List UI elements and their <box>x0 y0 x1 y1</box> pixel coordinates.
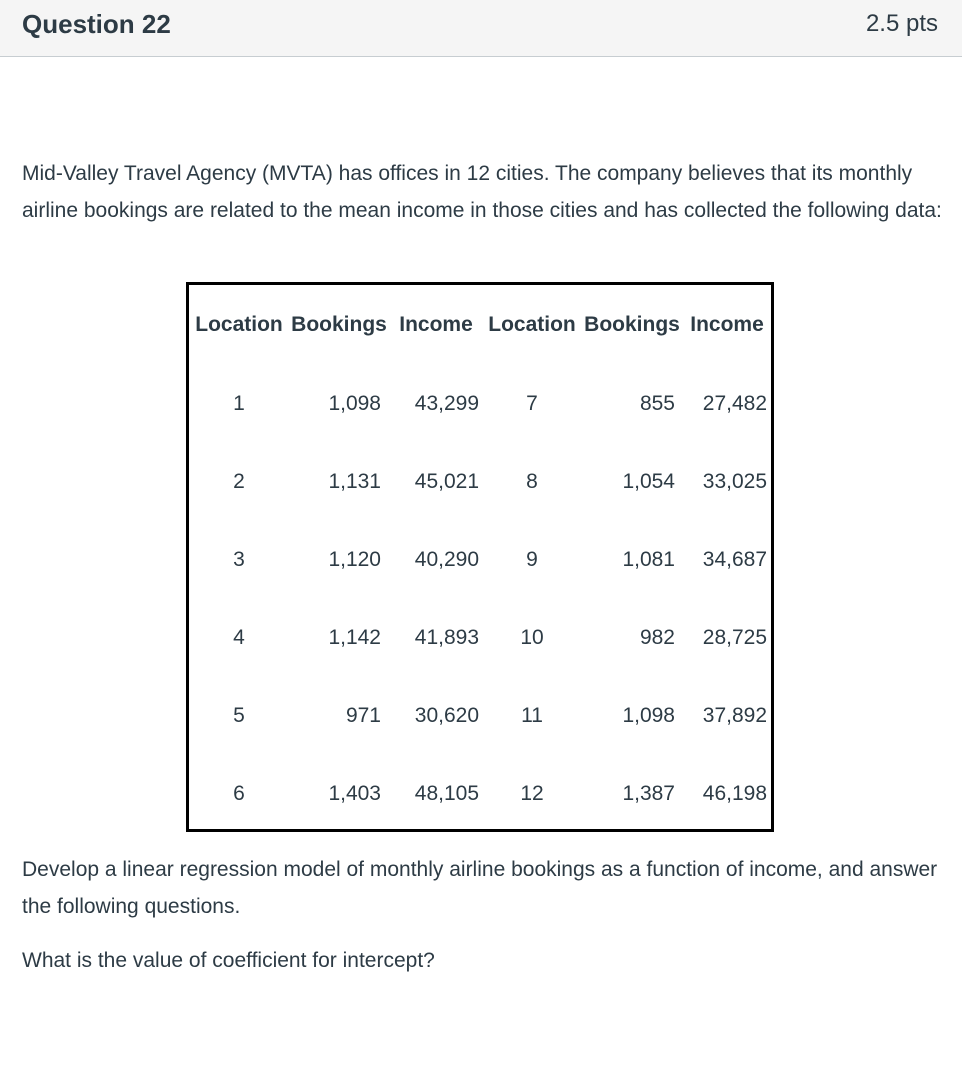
table-header-row <box>189 285 771 365</box>
cell-income: 34,687 <box>702 548 767 571</box>
cell-income: 48,105 <box>414 782 479 805</box>
table-row <box>189 677 771 755</box>
header-income-1: Income <box>399 313 473 336</box>
table-row <box>189 443 771 521</box>
cell-income: 45,021 <box>414 470 479 493</box>
question-prompt: What is the value of coefficient for intercept? <box>22 949 435 972</box>
cell-location: 6 <box>233 782 245 805</box>
header-location-1: Location <box>195 313 283 336</box>
cell-bookings: 1,081 <box>622 548 675 571</box>
cell-income: 33,025 <box>702 470 767 493</box>
header-income-2: Income <box>690 313 764 336</box>
cell-bookings: 1,387 <box>622 782 675 805</box>
cell-bookings: 1,098 <box>328 392 381 415</box>
cell-income: 46,198 <box>702 782 767 805</box>
question-header <box>0 0 962 57</box>
cell-income: 43,299 <box>414 392 479 415</box>
cell-bookings: 1,054 <box>622 470 675 493</box>
cell-bookings: 855 <box>639 392 675 415</box>
cell-location: 8 <box>526 470 538 493</box>
cell-income: 30,620 <box>414 704 479 727</box>
cell-location: 1 <box>233 392 245 415</box>
cell-location: 10 <box>520 626 544 649</box>
cell-location: 11 <box>521 704 543 727</box>
cell-location: 9 <box>526 548 538 571</box>
cell-bookings: 1,142 <box>328 626 381 649</box>
cell-income: 41,893 <box>414 626 479 649</box>
cell-income: 40,290 <box>414 548 479 571</box>
cell-location: 5 <box>233 704 245 727</box>
question-title: Question 22 <box>22 9 171 39</box>
header-location-2: Location <box>488 313 576 336</box>
header-bookings-1: Bookings <box>291 313 387 336</box>
cell-income: 28,725 <box>702 626 767 649</box>
table-row <box>189 755 771 833</box>
question-points: 2.5 pts <box>865 10 938 37</box>
cell-bookings: 1,120 <box>328 548 381 571</box>
cell-bookings: 1,403 <box>328 782 381 805</box>
header-bookings-2: Bookings <box>584 313 680 336</box>
cell-location: 3 <box>233 548 245 571</box>
data-table <box>186 282 774 832</box>
cell-income: 27,482 <box>702 392 767 415</box>
cell-location: 12 <box>520 782 544 805</box>
table-row <box>189 599 771 677</box>
question-instructions-text: Develop a linear regression model of monthly airline bookings as a function of income, and answer the following questions. <box>22 858 938 918</box>
cell-income: 37,892 <box>702 704 767 727</box>
cell-location: 2 <box>233 470 245 493</box>
cell-location: 7 <box>526 392 538 415</box>
cell-location: 4 <box>233 626 245 649</box>
cell-bookings: 982 <box>639 626 675 649</box>
cell-bookings: 971 <box>345 704 381 727</box>
question-intro-text: Mid-Valley Travel Agency (MVTA) has offices in 12 cities. The company believes that its monthly airline bookings are related to the mean income in those cities and has collected the following data: <box>22 162 942 222</box>
cell-bookings: 1,098 <box>622 704 675 727</box>
cell-bookings: 1,131 <box>328 470 381 493</box>
table-row <box>189 365 771 443</box>
table-row <box>189 521 771 599</box>
